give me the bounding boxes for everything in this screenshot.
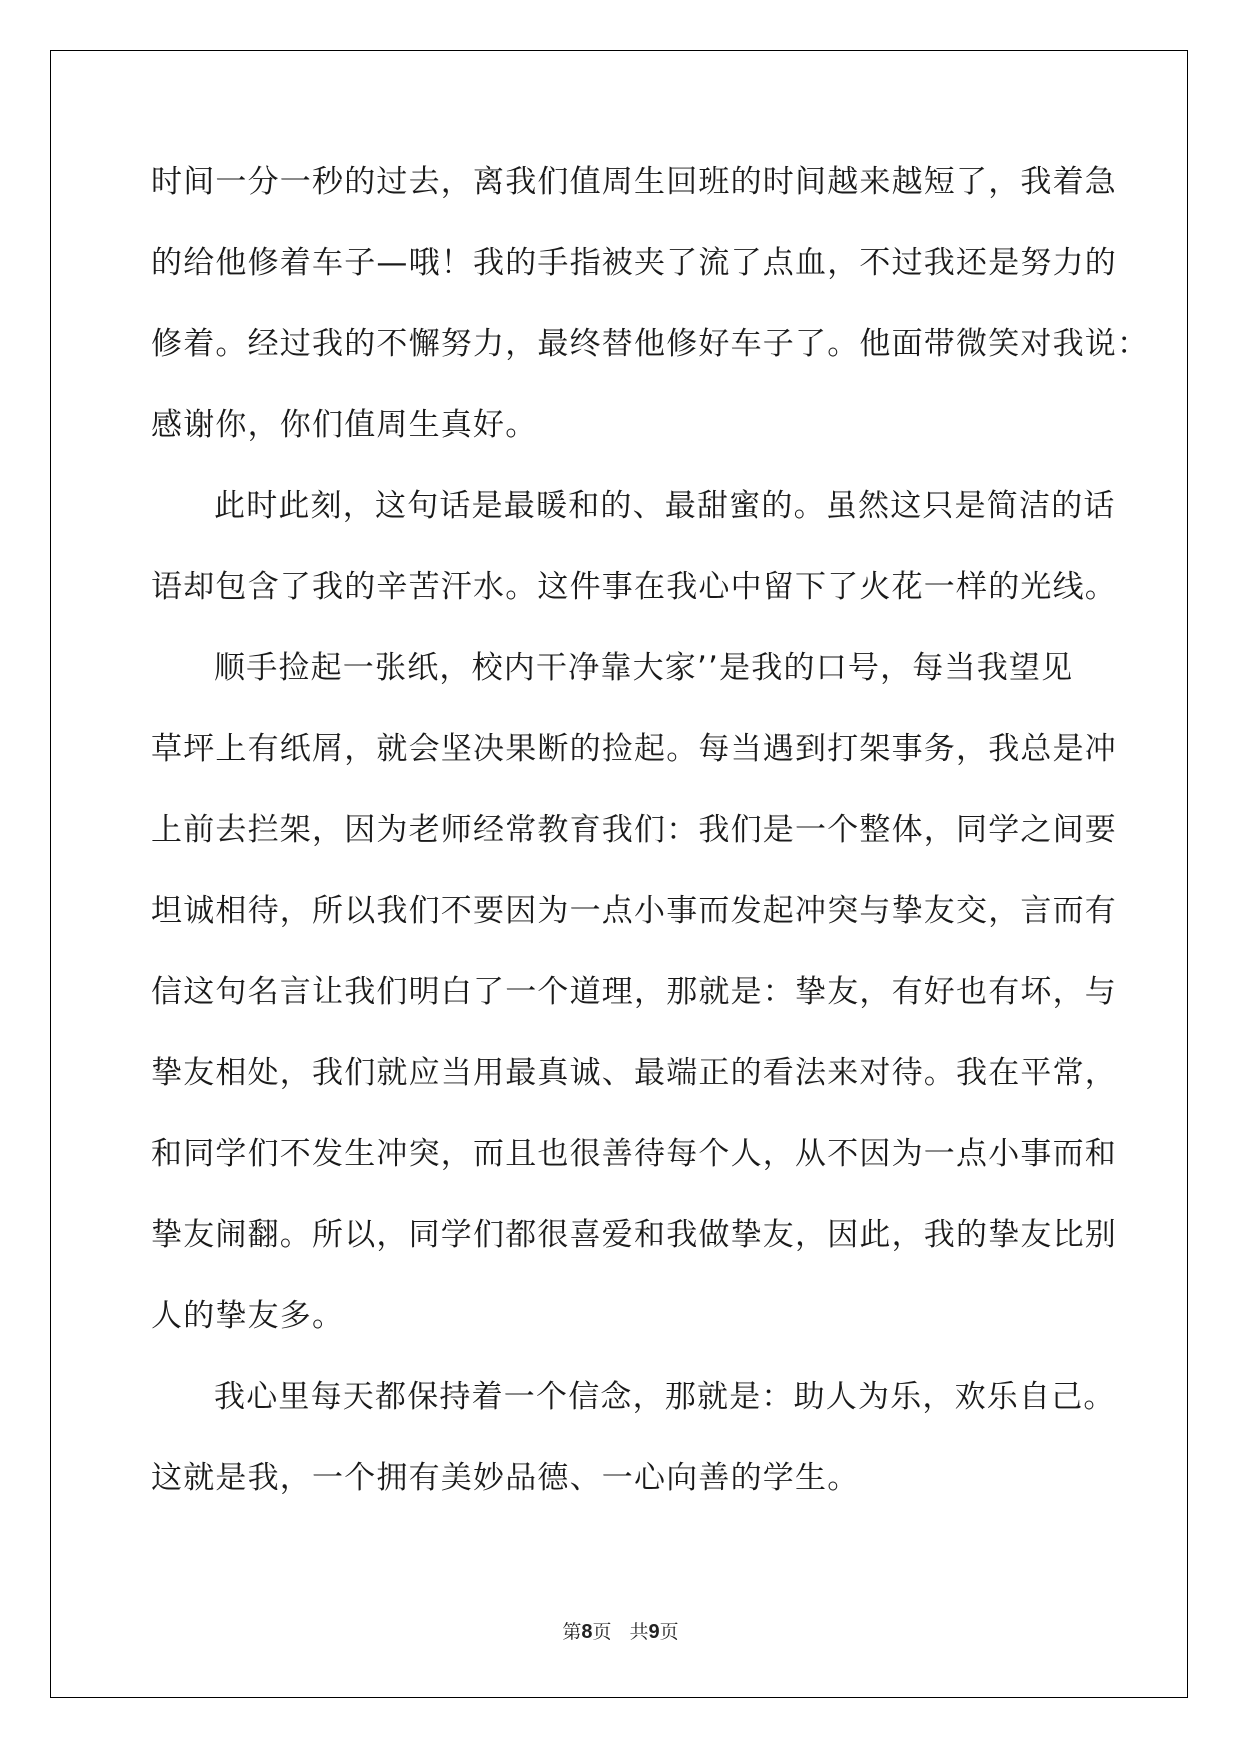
text-line: 时间一分一秒的过去，离我们值周生回班的时间越来越短了，我着急 xyxy=(151,164,1117,200)
current-page-number: 8 xyxy=(581,1621,593,1643)
text-line: 挚友相处，我们就应当用最真诚、最端正的看法来对待。我在平常， xyxy=(151,1055,1117,1091)
text-line: 坦诚相待，所以我们不要因为一点小事而发起冲突与挚友交，言而有 xyxy=(151,893,1117,929)
text-line: 的给他修着车子—哦！我的手指被夹了流了点血，不过我还是努力的 xyxy=(151,245,1117,281)
page-number-prefix: 第 xyxy=(562,1621,582,1643)
text-line: 草坪上有纸屑，就会坚决果断的捡起。每当遇到打架事务，我总是冲 xyxy=(151,731,1117,767)
text-line: 挚友闹翻。所以，同学们都很喜爱和我做挚友，因此，我的挚友比别 xyxy=(151,1217,1117,1253)
text-line: 人的挚友多。 xyxy=(151,1298,345,1334)
text-line: 语却包含了我的辛苦汗水。这件事在我心中留下了火花一样的光线。 xyxy=(151,569,1117,605)
paragraph-start-line: 此时此刻，这句话是最暖和的、最甜蜜的。虽然这只是简洁的话 xyxy=(214,488,1116,524)
text-line: 和同学们不发生冲突，而且也很善待每个人，从不因为一点小事而和 xyxy=(151,1136,1117,1172)
total-pages-suffix: 页 xyxy=(659,1621,679,1643)
total-pages-prefix: 共 xyxy=(629,1621,649,1643)
text-line: 这就是我，一个拥有美妙品德、一心向善的学生。 xyxy=(151,1460,860,1496)
text-line: 感谢你，你们值周生真好。 xyxy=(151,407,538,443)
page-footer xyxy=(0,1617,1241,1644)
paragraph-start-line: 顺手捡起一张纸，校内干净靠大家’’是我的口号，每当我望见 xyxy=(214,650,1074,686)
text-line: 修着。经过我的不懈努力，最终替他修好车子了。他面带微笑对我说： xyxy=(151,326,1150,362)
page-number-suffix: 页 xyxy=(592,1621,612,1643)
paragraph-start-line: 我心里每天都保持着一个信念，那就是：助人为乐，欢乐自己。 xyxy=(214,1379,1116,1415)
text-line: 信这句名言让我们明白了一个道理，那就是：挚友，有好也有坏，与 xyxy=(151,974,1117,1010)
text-line: 上前去拦架，因为老师经常教育我们：我们是一个整体，同学之间要 xyxy=(151,812,1117,848)
page-border xyxy=(50,50,1188,1698)
total-pages-number: 9 xyxy=(648,1621,660,1643)
